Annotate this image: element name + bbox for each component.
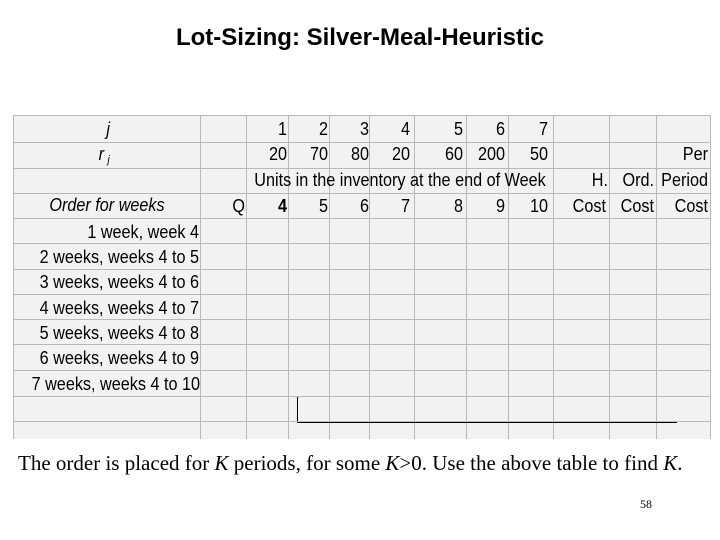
ord-label: Ord. [622,170,654,190]
week-4-header: 4 [277,196,287,216]
per-label: Per [682,144,708,164]
j-value-7: 7 [538,119,548,139]
r-value-7: 50 [529,144,548,164]
units-header: Units in the inventory at the end of Week [254,170,546,190]
j-value-2: 2 [318,119,328,139]
row-label-r: r [98,144,104,164]
row-label-j: j [106,119,110,139]
order-for-weeks-label: Order for weeks [49,195,165,215]
h-cost-label: Cost [572,196,606,216]
row-label-r-subscript: j [107,154,110,166]
week-9-header: 9 [495,196,505,216]
j-value-1: 1 [277,119,287,139]
page-number: 58 [640,497,652,511]
option-row-4: 4 weeks, weeks 4 to 7 [39,298,199,318]
r-value-1: 20 [268,144,287,164]
r-value-6: 200 [477,144,505,164]
week-6-header: 6 [359,196,369,216]
period-label: Period [661,170,708,190]
bracket-horizontal-line [297,422,677,423]
j-value-5: 5 [453,119,463,139]
week-10-header: 10 [529,196,548,216]
option-row-3: 3 weeks, weeks 4 to 6 [39,272,199,292]
j-value-6: 6 [495,119,505,139]
option-row-1: 1 week, week 4 [87,222,199,242]
j-value-4: 4 [400,119,410,139]
slide-title: Lot-Sizing: Silver-Meal-Heuristic [175,24,545,51]
q-label: Q [232,196,245,216]
week-8-header: 8 [453,196,463,216]
option-row-6: 6 weeks, weeks 4 to 9 [39,348,199,368]
period-cost-label: Cost [674,196,708,216]
r-value-4: 20 [391,144,410,164]
r-value-2: 70 [309,144,328,164]
r-value-3: 80 [350,144,369,164]
option-row-2: 2 weeks, weeks 4 to 5 [39,247,199,267]
week-7-header: 7 [400,196,410,216]
bracket-vertical-line [297,397,298,421]
week-5-header: 5 [318,196,328,216]
option-row-5: 5 weeks, weeks 4 to 8 [39,323,199,343]
ord-cost-label: Cost [620,196,654,216]
caption-text: The order is placed for K periods, for some K>0. Use the above table to find K. [18,451,683,475]
h-label: H. [591,170,608,190]
r-value-5: 60 [444,144,463,164]
j-value-3: 3 [359,119,369,139]
option-row-7: 7 weeks, weeks 4 to 10 [31,374,200,394]
